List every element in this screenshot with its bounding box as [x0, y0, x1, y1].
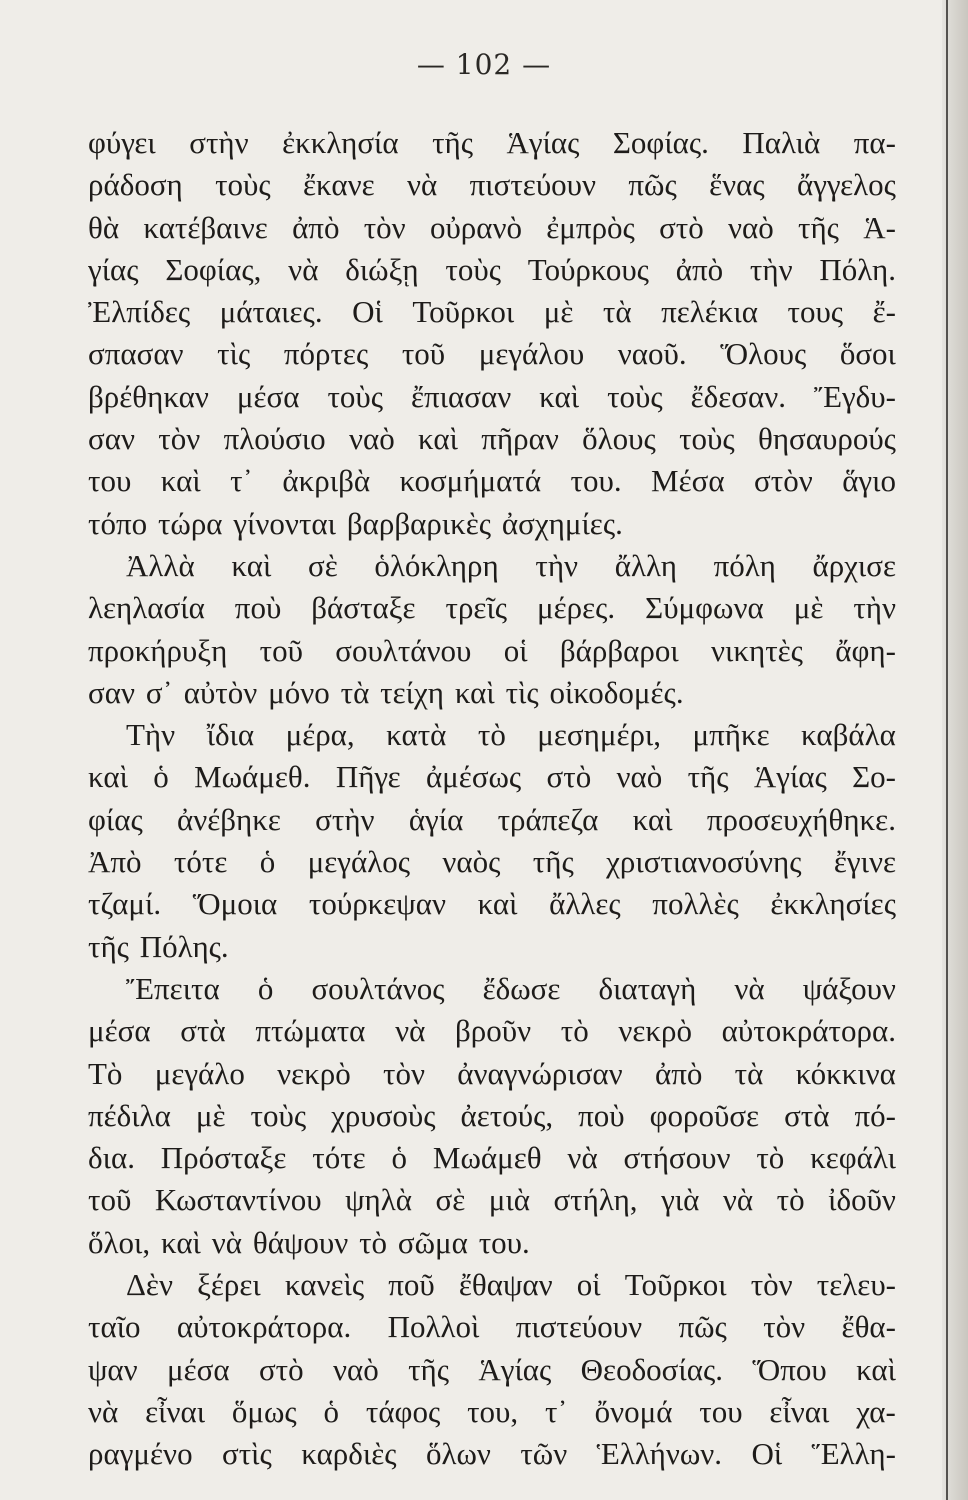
word: τὸ: [756, 1140, 785, 1176]
word: τότε: [173, 844, 228, 880]
word: ἀετούς,: [460, 1097, 554, 1133]
word: ἁγία: [408, 801, 464, 837]
word: μόνο: [268, 674, 330, 710]
word: καὶ: [418, 421, 458, 457]
word: Ἑλλήνων.: [596, 1436, 723, 1472]
word: Ἕλλη-: [811, 1436, 896, 1472]
word: ἄγγελος: [796, 167, 896, 203]
word: στὶς: [222, 1436, 272, 1472]
word: στὰ: [180, 1013, 226, 1049]
word: στὸ: [659, 209, 704, 245]
word: ἀπὸ: [292, 209, 340, 245]
word: ἐκκλησία: [282, 125, 399, 160]
word: πέδιλα: [88, 1097, 171, 1133]
word: τὸν: [763, 1309, 806, 1345]
word: ἴδια: [206, 717, 255, 753]
text-line: [88, 756, 896, 798]
word: καὶ: [856, 1351, 896, 1387]
word: ἔπιασαν: [410, 378, 512, 414]
word: μέσα: [167, 1351, 230, 1387]
word: νικητὲς: [711, 632, 803, 668]
word: γιὰ: [661, 1182, 700, 1218]
word: τείχη: [380, 674, 444, 710]
word: μεγάλο: [154, 1055, 245, 1091]
word: πτώματα: [255, 1013, 366, 1049]
word: οὐρανὸ: [429, 209, 523, 245]
word: κεφάλι: [810, 1140, 896, 1176]
word: μέρα,: [285, 717, 355, 753]
word: Τοῦρκοι: [624, 1267, 727, 1303]
text-line: [88, 376, 896, 418]
word: στήλη,: [553, 1182, 638, 1218]
word: κοσμήματά: [399, 463, 542, 499]
word: οἱ: [576, 1267, 601, 1303]
word: οἱ: [503, 632, 528, 668]
word: Παλιὰ: [742, 125, 821, 160]
word: Οἱ: [751, 1436, 783, 1472]
word: πολλὲς: [652, 886, 739, 922]
word: βάσταξε: [311, 590, 416, 626]
word: βροῦν: [454, 1013, 532, 1049]
word: γίνονται: [233, 505, 336, 541]
word: του,: [467, 1393, 519, 1429]
word: Τὸ: [88, 1055, 123, 1091]
word: τῆς: [798, 209, 839, 245]
word: ράδοση: [88, 167, 183, 203]
word: στὸν: [754, 463, 813, 499]
word: Ὅλους: [720, 336, 807, 372]
word: καὶ: [160, 463, 201, 499]
word: ὁ: [259, 844, 276, 880]
word: Οἱ: [352, 294, 383, 330]
word: Ἀπὸ: [88, 844, 142, 880]
word: τοὺς: [607, 378, 663, 414]
word: ὁλόκληρη: [374, 547, 499, 583]
word: κατὰ: [386, 717, 447, 753]
text-line: [88, 249, 896, 291]
word: τῆς: [532, 844, 574, 880]
word: εἶναι: [769, 1393, 830, 1429]
word: πιστεύουν: [515, 1309, 643, 1345]
word: σουλτάνου: [335, 632, 472, 668]
text-line: [88, 1053, 896, 1095]
word: τοὺς: [679, 421, 735, 457]
word: νὰ: [407, 167, 438, 203]
word: Ἔπειτα: [126, 970, 220, 1006]
word: πόλη: [713, 547, 776, 583]
word: τ᾿: [544, 1393, 568, 1429]
word: εἶναι: [145, 1393, 206, 1429]
word: Σοφίας,: [165, 251, 262, 287]
word: νὰ: [288, 251, 319, 287]
word: τὸ: [776, 1182, 805, 1218]
word: Μέσα: [651, 463, 725, 499]
word: ὁ: [153, 759, 169, 795]
word: Σοφίας.: [612, 125, 709, 160]
word: θάψουν: [252, 1224, 349, 1260]
word: φύγει: [88, 125, 156, 160]
word: ναὸς: [442, 844, 501, 880]
word: ὄνομά: [594, 1393, 673, 1429]
word: στὸ: [546, 759, 592, 795]
word: αὐτὸν: [183, 674, 258, 710]
word: ἀπὸ: [675, 251, 724, 287]
text-line: [88, 714, 896, 756]
text-line: [88, 968, 896, 1010]
word: τὰ: [602, 294, 632, 330]
word: καὶ: [231, 547, 272, 583]
word: μπῆκε: [692, 717, 770, 753]
word: μεγάλου: [478, 336, 585, 372]
text-line: [88, 587, 896, 629]
word: ὅσοι: [839, 336, 896, 372]
word: ψάξουν: [802, 970, 896, 1006]
word: καὶ: [160, 1224, 201, 1260]
word: ἰδοῦν: [828, 1182, 896, 1218]
word: Ὅπου: [752, 1351, 827, 1387]
word: πό-: [854, 1097, 896, 1133]
word: ὅμως: [231, 1393, 297, 1429]
word: Πόλης.: [139, 928, 229, 964]
word: Σο-: [852, 759, 896, 795]
word: του: [699, 1393, 743, 1429]
word: ἔθα-: [841, 1309, 896, 1345]
word: τῆς: [88, 928, 129, 964]
word: τάφος: [365, 1393, 441, 1429]
word: νὰ: [395, 1013, 426, 1049]
text-line: [88, 1349, 896, 1391]
word: κόκκινα: [795, 1055, 896, 1091]
text-line: [88, 926, 896, 968]
word: μέρες.: [537, 590, 616, 626]
word: Κωσταντίνου: [154, 1182, 322, 1218]
word: τελευ-: [816, 1267, 896, 1303]
word: Ἔγδυ-: [813, 378, 896, 414]
word: χα-: [856, 1393, 896, 1429]
word: βαρβαρικὲς: [346, 505, 492, 541]
text-line: [88, 418, 896, 460]
word: ἄρχισε: [812, 547, 896, 583]
word: ἄλλη: [614, 547, 677, 583]
word: τὸν: [383, 1055, 425, 1091]
word: μεσημέρι,: [537, 717, 662, 753]
word: καβάλα: [801, 717, 896, 753]
word: στήσουν: [623, 1140, 731, 1176]
word: νὰ: [722, 1182, 754, 1218]
word: σπασαν: [88, 336, 184, 372]
word: Πῆγε: [335, 759, 401, 795]
word: ψηλὰ: [345, 1182, 412, 1218]
text-line: [88, 1306, 896, 1348]
text-line: [88, 1137, 896, 1179]
word: ξέρει: [197, 1267, 261, 1303]
word: μιὰ: [488, 1182, 530, 1218]
word: καὶ: [88, 759, 128, 795]
word: φοροῦσε: [649, 1097, 760, 1133]
word: ποῦ: [388, 1267, 435, 1303]
word: ἔγινε: [833, 844, 896, 880]
word: νὰ: [567, 1140, 598, 1176]
text-line: [88, 883, 896, 925]
word: Πολλοὶ: [387, 1309, 480, 1345]
word: καρδιὲς: [301, 1436, 397, 1472]
word: τ᾿: [230, 463, 253, 499]
word: βάρβαροι: [559, 632, 679, 668]
word: τὰ: [734, 1055, 764, 1091]
text-line: [88, 291, 896, 333]
text-line: [88, 672, 896, 714]
word: τῆς: [408, 1351, 450, 1387]
word: κατέβαινε: [143, 209, 268, 245]
word: τὴν: [535, 547, 579, 583]
word: ἔδωσε: [482, 970, 561, 1006]
word: χρυσοὺς: [331, 1097, 436, 1133]
word: μὲ: [543, 294, 574, 330]
word: τὸν: [158, 421, 201, 457]
word: μέσα: [236, 378, 300, 414]
word: Σύμφωνα: [645, 590, 764, 626]
word: Μωάμεθ.: [194, 759, 311, 795]
word: τῶν: [520, 1436, 568, 1472]
word: ποὺ: [234, 590, 282, 626]
word: προσευχήθηκε.: [706, 801, 896, 837]
text-line: [88, 333, 896, 375]
text-line: [88, 1095, 896, 1137]
binding-shadow-line: [946, 0, 948, 1500]
word: στὰ: [784, 1097, 830, 1133]
word: ταῖο: [88, 1309, 141, 1345]
body-text: [88, 122, 896, 1476]
word: σ᾿: [145, 674, 173, 710]
word: ἔ-: [872, 294, 896, 330]
word: τοὺς: [327, 378, 384, 414]
word: τὸ: [560, 1013, 589, 1049]
word: διώξῃ: [345, 251, 419, 287]
word: νεκρὸ: [277, 1055, 351, 1091]
word: τὴν: [749, 251, 793, 287]
word: Τούρκους: [527, 251, 649, 287]
word: ἔκανε: [303, 167, 375, 203]
word: ἕνας: [709, 167, 765, 203]
word: στὴν: [189, 125, 249, 160]
word: Πρόσταξε: [160, 1140, 287, 1176]
word: ἀνέβηκε: [177, 801, 281, 837]
word: Ὅμοια: [192, 886, 278, 922]
word: τῆς: [432, 125, 474, 160]
word: Μωάμεθ: [432, 1140, 542, 1176]
word: τὰ: [340, 674, 370, 710]
word: μὲ: [195, 1097, 226, 1133]
page-number: — 102 —: [416, 48, 552, 81]
word: ραγμένο: [88, 1436, 193, 1472]
word: δια.: [88, 1140, 135, 1176]
word: ἀπὸ: [654, 1055, 703, 1091]
word: πῆραν: [481, 421, 559, 457]
word: βρέθηκαν: [88, 378, 209, 414]
word: του.: [478, 1224, 530, 1260]
word: πελέκια: [661, 294, 758, 330]
word: τότε: [312, 1140, 366, 1176]
text-line: [88, 545, 896, 587]
word: Ἁγίας: [478, 1351, 552, 1387]
word: καὶ: [632, 801, 673, 837]
word: τῆς: [687, 759, 729, 795]
word: καὶ: [477, 886, 518, 922]
word: σὲ: [307, 547, 338, 583]
word: Ἁγίας: [506, 125, 580, 160]
word: κανεὶς: [284, 1267, 365, 1303]
word: ἀμέσως: [425, 759, 522, 795]
text-line: [88, 841, 896, 883]
word: νὰ: [734, 970, 765, 1006]
word: τρεῖς: [445, 590, 508, 626]
word: ἄλλες: [549, 886, 621, 922]
word: ναὸ: [332, 1351, 379, 1387]
word: ἀσχημίες.: [501, 505, 623, 541]
text-line: [88, 1222, 896, 1264]
word: ὁ: [257, 970, 274, 1006]
word: του: [88, 463, 132, 499]
word: τοὺς: [215, 167, 271, 203]
word: ὅλους: [582, 421, 656, 457]
text-line: [88, 1264, 896, 1306]
word: σὲ: [435, 1182, 466, 1218]
word: τὸ: [477, 717, 506, 753]
word: ἔθαψαν: [458, 1267, 553, 1303]
word: νὰ: [88, 1393, 119, 1429]
word: τόπο: [88, 505, 148, 541]
word: ὁ: [323, 1393, 340, 1429]
word: νεκρὸ: [618, 1013, 692, 1049]
word: πόρτες: [283, 336, 369, 372]
word: στὸ: [258, 1351, 304, 1387]
word: Τὴν: [126, 717, 176, 753]
word: ναὸ: [348, 421, 395, 457]
text-line: [88, 460, 896, 502]
word: ὁ: [391, 1140, 408, 1176]
word: αὐτοκράτορα.: [176, 1309, 352, 1345]
word: μέσα: [88, 1013, 151, 1049]
text-line: [88, 1391, 896, 1433]
word: τὴν: [853, 590, 896, 626]
word: φίας: [88, 801, 143, 837]
word: τὸν: [750, 1267, 793, 1303]
word: σουλτάνος: [311, 970, 445, 1006]
word: πιστεύουν: [469, 167, 597, 203]
word: Δὲν: [126, 1267, 173, 1303]
word: νὰ: [211, 1224, 243, 1260]
word: ὅλων: [425, 1436, 491, 1472]
word: τοῦ: [259, 632, 303, 668]
text-line: [88, 503, 896, 545]
word: ναὸ: [728, 209, 774, 245]
word: ἀκριβὰ: [282, 463, 371, 499]
word: ἀναγνώρισαν: [457, 1055, 623, 1091]
word: σαν: [88, 421, 135, 457]
word: τοῦ: [401, 336, 446, 372]
word: προκήρυξη: [88, 632, 228, 668]
word: ὅλοι,: [88, 1224, 151, 1260]
word: σαν: [88, 674, 135, 710]
word: ἅγιο: [842, 463, 896, 499]
word: τοὺς: [250, 1097, 307, 1133]
word: ναοῦ.: [617, 336, 687, 372]
word: ἄφη-: [835, 632, 896, 668]
text-line: [88, 630, 896, 672]
word: Ἁ-: [863, 209, 896, 245]
word: οἰκοδομές.: [549, 674, 684, 710]
text-line: [88, 799, 896, 841]
text-line: [88, 164, 896, 206]
word: χριστιανοσύνης: [606, 844, 802, 880]
word: ἔδεσαν.: [690, 378, 786, 414]
text-line: [88, 1010, 896, 1052]
text-line: [88, 1179, 896, 1221]
word: μεγάλος: [307, 844, 410, 880]
word: πῶς: [628, 167, 677, 203]
word: τράπεζα: [497, 801, 599, 837]
word: ποὺ: [578, 1097, 625, 1133]
word: καὶ: [539, 378, 580, 414]
word: ἐμπρὸς: [546, 209, 635, 245]
word: πλούσιο: [223, 421, 326, 457]
word: μὲ: [793, 590, 824, 626]
word: τοῦ: [88, 1182, 132, 1218]
word: τζαμί.: [88, 886, 162, 922]
word: Ἁγίας: [753, 759, 827, 795]
word: τούρκεψαν: [308, 886, 446, 922]
word: τώρα: [157, 505, 223, 541]
word: τὶς: [217, 336, 251, 372]
word: του.: [570, 463, 622, 499]
word: διαταγὴ: [598, 970, 697, 1006]
word: τοὺς: [445, 251, 501, 287]
text-line: [88, 1433, 896, 1475]
word: Ἐλπίδες: [88, 294, 191, 330]
word: τὸν: [363, 209, 406, 245]
word: μάταιες.: [219, 294, 323, 330]
text-line: [88, 207, 896, 249]
word: Ἀλλὰ: [126, 547, 195, 583]
word: Πόλη.: [819, 251, 896, 287]
word: πα-: [853, 125, 896, 160]
word: τὸ: [359, 1224, 388, 1260]
word: θὰ: [88, 209, 120, 245]
word: Θεοδοσίας.: [580, 1351, 724, 1387]
word: τους: [787, 294, 844, 330]
word: λεηλασία: [88, 590, 205, 626]
word: θησαυρούς: [757, 421, 896, 457]
word: ψαν: [88, 1351, 138, 1387]
word: καὶ: [454, 674, 495, 710]
word: στὴν: [315, 801, 375, 837]
word: ναὸ: [616, 759, 663, 795]
word: πῶς: [678, 1309, 727, 1345]
text-line: [88, 122, 896, 164]
word: γίας: [88, 251, 139, 287]
word: τὶς: [505, 674, 539, 710]
word: αὐτοκράτορα.: [721, 1013, 896, 1049]
word: Τοῦρκοι: [412, 294, 515, 330]
word: σῶμα: [397, 1224, 468, 1260]
word: ἐκκλησίες: [770, 886, 896, 922]
